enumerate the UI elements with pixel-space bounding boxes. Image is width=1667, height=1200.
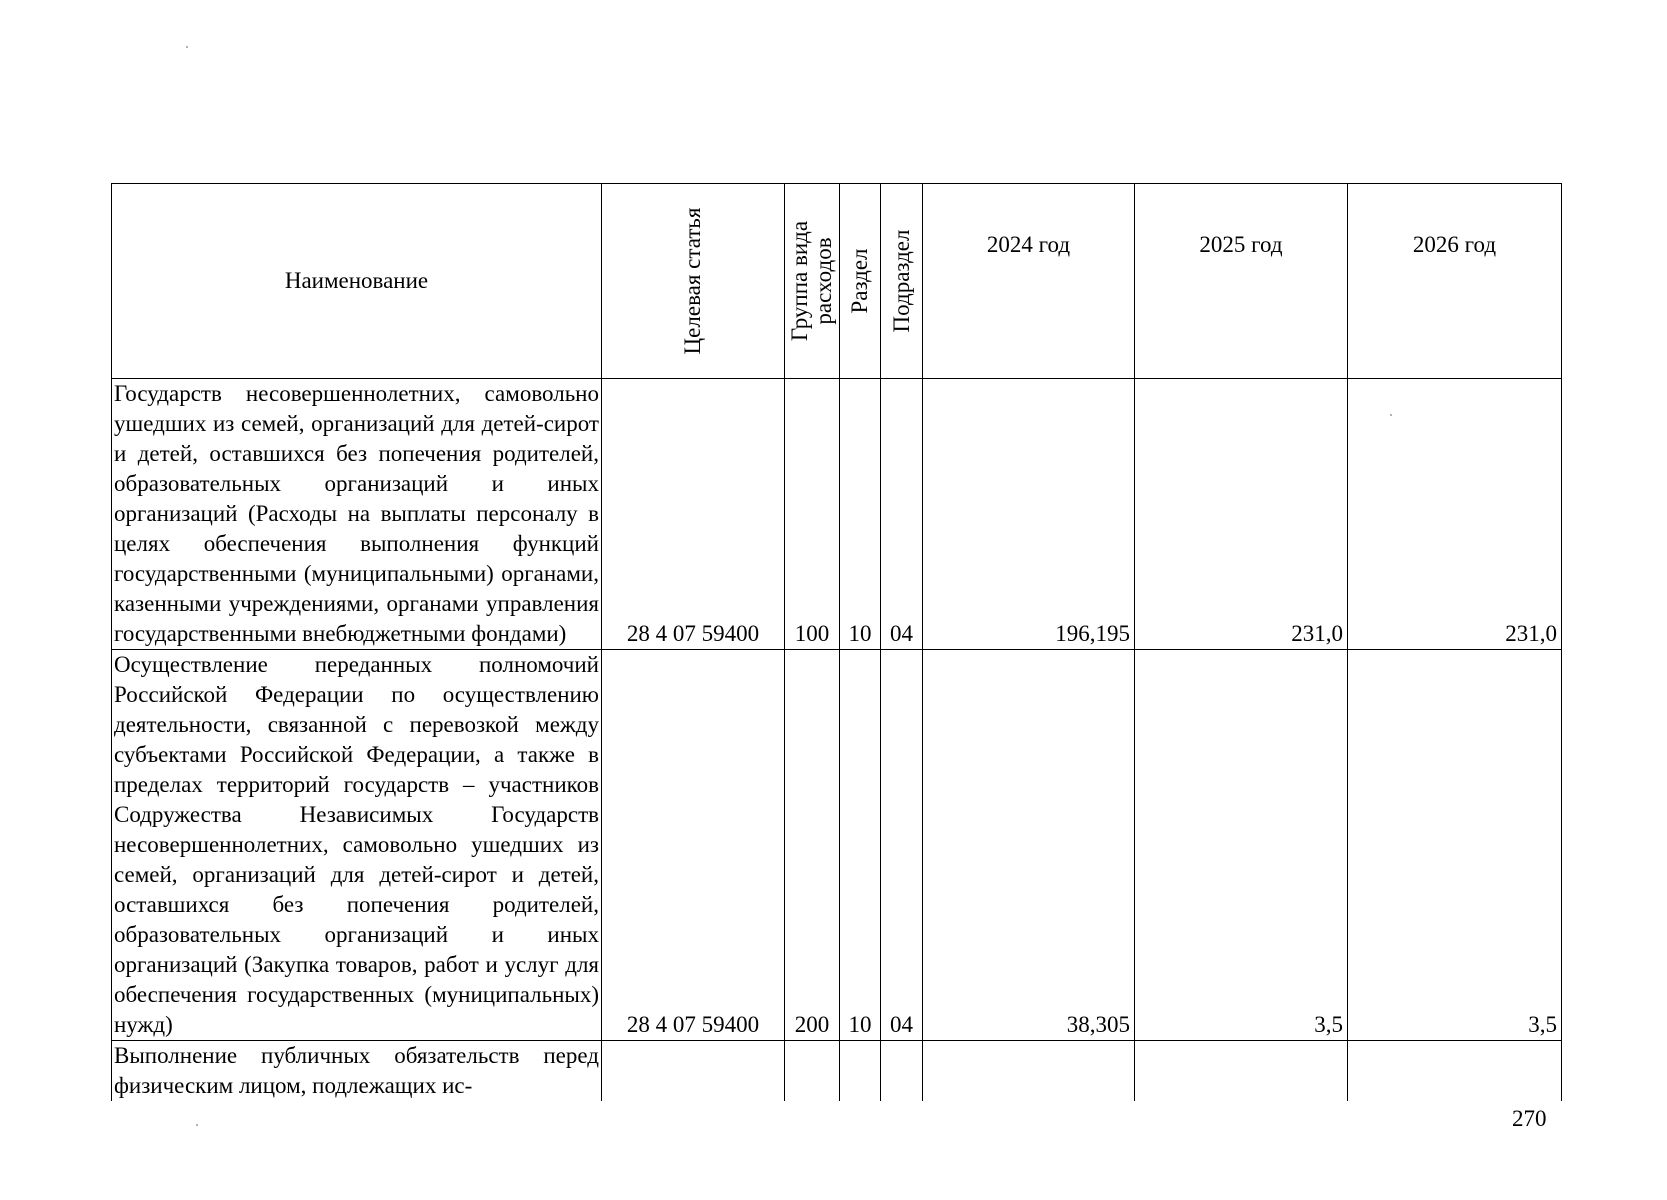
row-subsection: 04	[881, 379, 923, 650]
row-amount-2026: 231,0	[1348, 379, 1562, 650]
header-2025: 2025 год	[1135, 184, 1348, 379]
header-subsection-label: Подраздел	[888, 229, 914, 333]
row-section	[840, 1041, 881, 1102]
row-amount-2026: 3,5	[1348, 650, 1562, 1041]
budget-table	[111, 183, 1562, 1101]
row-amount-2026	[1348, 1041, 1562, 1102]
scan-speck	[186, 46, 188, 48]
header-2026: 2026 год	[1348, 184, 1562, 379]
row-name: Осуществление переданных полномочий Российской Федерации по осуществлению деятельности, связанной с перевозкой между субъектами Российской Федерации, а также в пределах территорий государств – участников Содружества Независимых Государств несовершеннолетних, самовольно ушедших из семей, организаций для детей-сирот и детей, оставшихся без попечения родителей, образовательных организаций и иных организаций (Закупка товаров, работ и услуг для обеспечения государственных (муниципальных) нужд)	[112, 650, 602, 1041]
header-target-article-label: Целевая статья	[680, 207, 705, 355]
header-subsection	[881, 184, 923, 379]
row-section: 10	[840, 650, 881, 1041]
row-target-article: 28 4 07 59400	[602, 379, 785, 650]
header-expense-group	[785, 184, 840, 379]
row-section: 10	[840, 379, 881, 650]
scan-speck	[196, 1124, 198, 1126]
row-amount-2024: 38,305	[923, 650, 1135, 1041]
row-amount-2025: 3,5	[1135, 650, 1348, 1041]
table-row	[112, 1041, 1562, 1102]
row-target-article: 28 4 07 59400	[602, 650, 785, 1041]
row-amount-2024	[923, 1041, 1135, 1102]
header-name	[112, 184, 602, 379]
header-name-label: Наименование	[284, 268, 429, 293]
table-header-row	[112, 184, 1562, 379]
page-number: 270	[1512, 1106, 1547, 1131]
row-expense-group: 100	[785, 379, 840, 650]
header-target-article	[602, 184, 785, 379]
header-section-label: Раздел	[847, 248, 872, 314]
header-section	[840, 184, 881, 379]
table-row	[112, 650, 1562, 1041]
row-expense-group	[785, 1041, 840, 1102]
row-name: Государств несовершеннолетних, самовольно ушедших из семей, организаций для детей-сирот и детей, оставшихся без попечения родителей, образовательных организаций и иных организаций (Расходы на выплаты персоналу в целях обеспечения выполнения функций государственными (муниципальными) органами, казенными учреждениями, органами управления государственными внебюджетными фондами)	[112, 379, 602, 650]
row-subsection	[881, 1041, 923, 1102]
row-target-article	[602, 1041, 785, 1102]
row-amount-2025	[1135, 1041, 1348, 1102]
row-amount-2024: 196,195	[923, 379, 1135, 650]
row-name: Выполнение публичных обязательств перед физическим лицом, подлежащих ис-	[112, 1041, 602, 1102]
table-row	[112, 379, 1562, 650]
header-2024: 2024 год	[923, 184, 1135, 379]
row-amount-2025: 231,0	[1135, 379, 1348, 650]
row-expense-group: 200	[785, 650, 840, 1041]
header-expense-group-label: Группа вида расходов	[787, 220, 836, 342]
row-subsection: 04	[881, 650, 923, 1041]
